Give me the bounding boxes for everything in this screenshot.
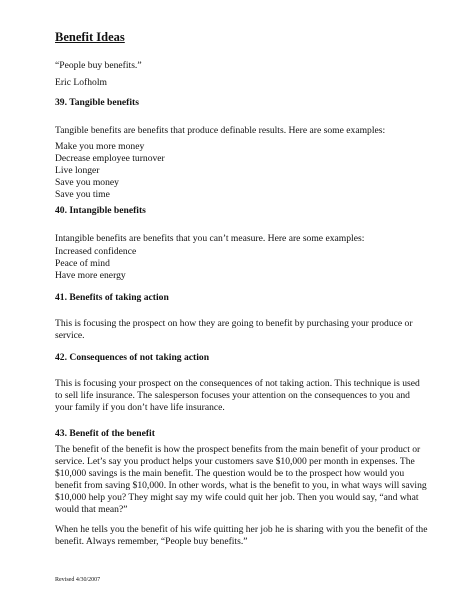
paragraph-line: The benefit of the benefit is how the prospect benefits from the main benefit of your product or: [55, 444, 421, 455]
list-item: Have more energy: [55, 270, 126, 281]
section-43-body: [55, 444, 427, 516]
paragraph-line: service. Let’s say you product helps your customers save $10,000 per month in expenses. The: [55, 456, 415, 467]
section-40-list: [55, 246, 136, 282]
list-item: Save you time: [55, 189, 110, 200]
paragraph-line: When he tells you the benefit of his wife quitting her job he is sharing with you the benefit of the: [55, 524, 428, 535]
paragraph-line: your family if you don’t have life insurance.: [55, 402, 225, 413]
list-item: Increased confidence: [55, 246, 137, 257]
paragraph-line: benefit. Always remember, “People buy benefits.”: [55, 536, 248, 547]
paragraph-line: $10,000 help you? They might say my wife could quit her job. Then you would say, “and what: [55, 492, 419, 503]
section-40-heading: 40. Intangible benefits: [55, 205, 146, 216]
section-41-body: [55, 318, 413, 342]
section-42-heading: 42. Consequences of not taking action: [55, 352, 210, 363]
list-item: Live longer: [55, 165, 100, 176]
section-39-intro: Tangible benefits are benefits that produce definable results. Here are some examples:: [55, 125, 386, 136]
paragraph-line: would that mean?”: [55, 504, 128, 515]
paragraph-line: $10,000 savings is the main benefit. The question would be to the prospect how would you: [55, 468, 405, 479]
list-item: Peace of mind: [55, 258, 110, 269]
author: Eric Lofholm: [55, 77, 107, 88]
list-item: Save you money: [55, 177, 119, 188]
list-item: Make you more money: [55, 141, 145, 152]
section-41-heading: 41. Benefits of taking action: [55, 292, 169, 303]
section-43-heading: 43. Benefit of the benefit: [55, 428, 155, 439]
paragraph-line: to sell life insurance. The salesperson focuses your attention on the consequences to you and: [55, 390, 410, 401]
section-39-heading: 39. Tangible benefits: [55, 97, 139, 108]
paragraph-line: service.: [55, 330, 85, 341]
paragraph-line: This is focusing the prospect on how they are going to benefit by purchasing your produce or: [55, 318, 413, 329]
section-39-list: [55, 141, 165, 201]
list-item: Decrease employee turnover: [55, 153, 165, 164]
quote: “People buy benefits.”: [55, 60, 142, 71]
paragraph-line: This is focusing your prospect on the consequences of not taking action. This technique is used: [55, 378, 420, 389]
page-title: Benefit Ideas: [55, 30, 125, 44]
section-40-intro: Intangible benefits are benefits that you can’t measure. Here are some examples:: [55, 233, 365, 244]
revision-footer: Revised 4/30/2007: [55, 577, 101, 583]
section-42-body: [55, 378, 420, 414]
paragraph-line: benefit from saving $10,000. In other words, what is the benefit to you, in what ways will saving: [55, 480, 427, 491]
section-43-body-2: [55, 524, 427, 548]
